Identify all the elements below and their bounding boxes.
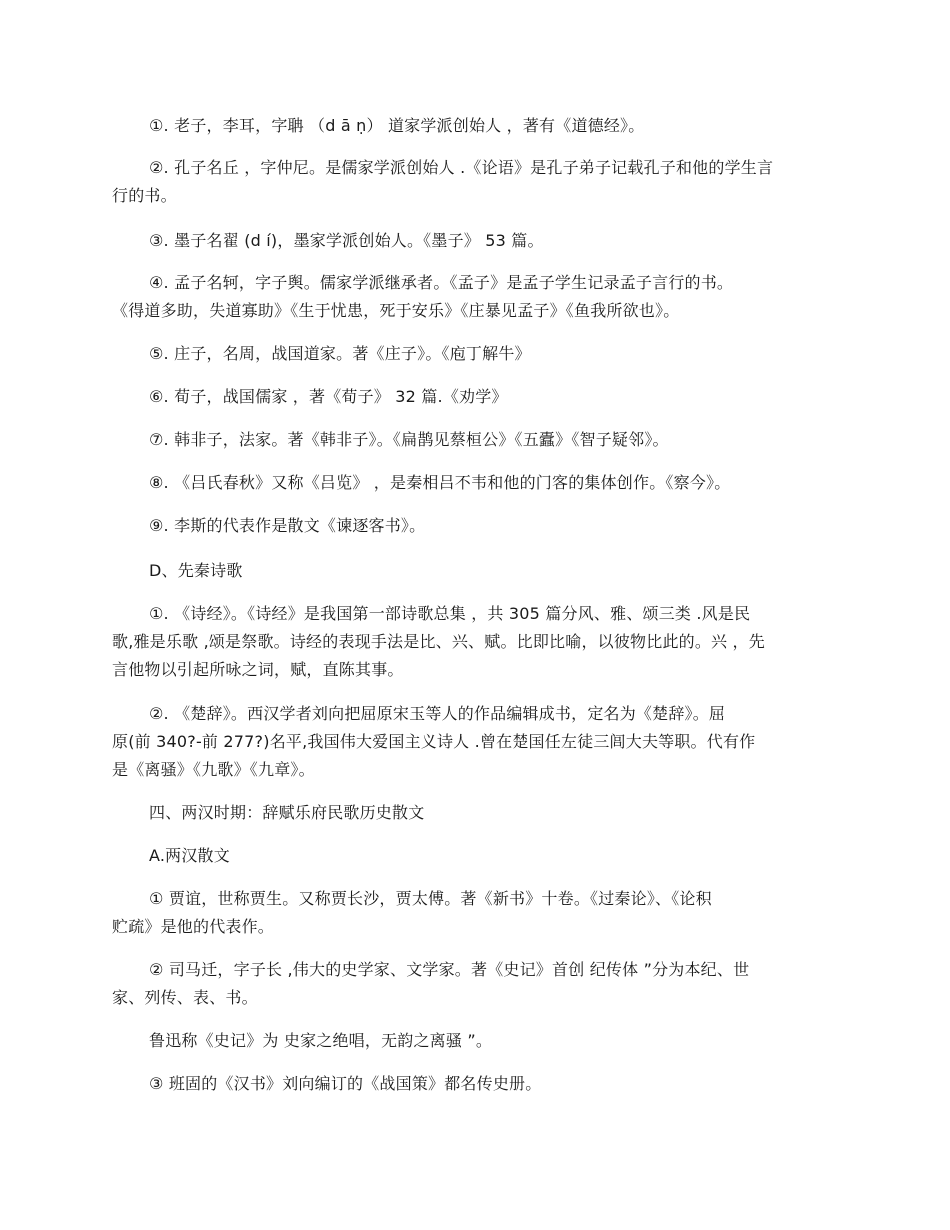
text-line: A.两汉散文: [149, 846, 230, 865]
text-line: ①. 老子，李耳，字聃 （d ā ṇ） 道家学派创始人 ，著有《道德经》。: [149, 116, 645, 135]
text-line: ② 司马迁，字子长 ,伟大的史学家、文学家。著《史记》首创 纪传体 ”分为本纪、世: [149, 960, 750, 979]
text-line: 鲁迅称《史记》为 史家之绝唱，无韵之离骚 ”。: [149, 1031, 493, 1050]
text-line: 言他物以引起所咏之词，赋，直陈其事。: [112, 660, 404, 679]
text-line: ②. 《楚辞》。西汉学者刘向把屈原宋玉等人的作品编辑成书，定名为《楚辞》。屈: [149, 704, 726, 723]
text-line: ②. 孔子名丘 ，字仲尼。是儒家学派创始人 .《论语》是孔子弟子记载孔子和他的学生言: [149, 158, 774, 177]
text-line: 歌,雅是乐歌 ,颂是祭歌。诗经的表现手法是比、兴、赋。比即比喻，以彼物比此的。兴 ，先: [112, 632, 765, 651]
text-line: 是《离骚》《九歌》《九章》。: [112, 760, 315, 779]
text-line: 四、两汉时期：辞赋乐府民歌历史散文: [149, 803, 425, 822]
text-line: ① 贾谊，世称贾生。又称贾长沙，贾太傅。著《新书》十卷。《过秦论》、《论积: [149, 889, 712, 908]
text-line: ⑨. 李斯的代表作是散文《谏逐客书》。: [149, 516, 426, 535]
text-line: ⑦. 韩非子，法家。著《韩非子》。《扁鹊见蔡桓公》《五蠹》《智子疑邻》。: [149, 430, 669, 449]
text-line: 《得道多助，失道寡助》《生于忧患，死于安乐》《庄暴见孟子》《鱼我所欲也》。: [112, 301, 680, 320]
text-line: 行的书。: [112, 186, 177, 205]
text-line: 家、列传、表、书。: [112, 988, 258, 1007]
text-line: ⑧. 《吕氏春秋》又称《吕览》 ，是秦相吕不韦和他的门客的集体创作。《察今》。: [149, 473, 731, 492]
text-line: ⑥. 荀子，战国儒家 ，著《荀子》 32 篇.《劝学》: [149, 387, 508, 406]
text-line: ⑤. 庄子，名周，战国道家。著《庄子》。《庖丁解牛》: [149, 344, 531, 363]
text-line: D、先秦诗歌: [149, 561, 243, 580]
text-line: ③ 班固的《汉书》刘向编订的《战国策》都名传史册。: [149, 1074, 542, 1093]
text-line: ③. 墨子名翟 (d í)，墨家学派创始人。《墨子》 53 篇。: [149, 231, 544, 250]
text-line: 原(前 340?-前 277?)名平,我国伟大爱国主义诗人 .曾在楚国任左徒三闾大夫等职。代有作: [112, 732, 756, 751]
text-line: ④. 孟子名轲，字子舆。儒家学派继承者。《孟子》是孟子学生记录孟子言行的书。: [149, 273, 734, 292]
text-line: 贮疏》是他的代表作。: [112, 917, 275, 936]
text-line: ①. 《诗经》。《诗经》是我国第一部诗歌总集 ，共 305 篇分风、雅、颂三类 .风是民: [149, 604, 751, 623]
